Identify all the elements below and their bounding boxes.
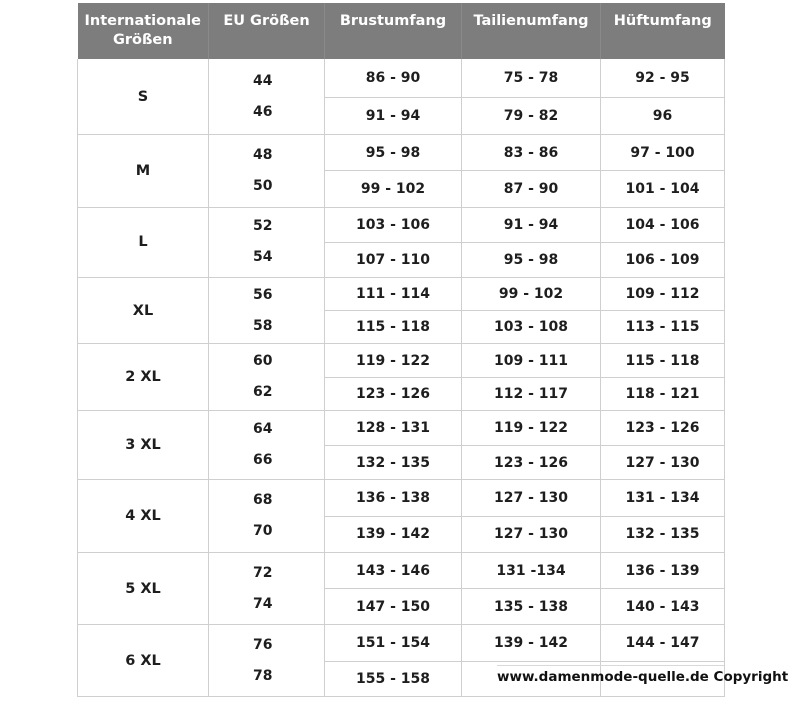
eu-size-value: 66 [253,452,273,469]
waist-cell: 139 - 142 [462,625,601,661]
chest-cell: 119 - 122 [325,344,462,377]
international-size-cell: M [78,135,209,208]
hip-cell: 136 - 139 [601,552,725,588]
chest-cell: 155 - 158 [325,661,462,696]
chest-cell: 86 - 90 [325,59,462,97]
waist-cell: 112 - 117 [462,377,601,410]
eu-size-cell [209,135,325,208]
eu-size-value: 72 [253,564,273,581]
international-size-cell: 5 XL [78,552,209,625]
eu-size-value: 60 [253,353,273,370]
waist-cell: 119 - 122 [462,410,601,445]
chest-cell: 123 - 126 [325,377,462,410]
size-chart-table [77,3,725,697]
waist-cell: 75 - 78 [462,59,601,97]
chest-cell: 99 - 102 [325,171,462,207]
chest-cell: 143 - 146 [325,552,462,588]
table-row [78,480,725,516]
chest-cell: 151 - 154 [325,625,462,661]
waist-cell: 127 - 130 [462,516,601,552]
waist-cell: 131 -134 [462,552,601,588]
hip-cell: 127 - 130 [601,446,725,480]
waist-cell: 127 - 130 [462,480,601,516]
chest-cell: 107 - 110 [325,242,462,277]
hip-cell: 96 [601,97,725,134]
hip-cell: 92 - 95 [601,59,725,97]
chest-cell: 132 - 135 [325,446,462,480]
waist-cell: 103 - 108 [462,311,601,344]
international-size-cell: 2 XL [78,344,209,410]
waist-cell: 79 - 82 [462,97,601,134]
hip-cell: 115 - 118 [601,344,725,377]
hip-cell: 131 - 134 [601,480,725,516]
eu-size-cell [209,552,325,625]
international-size-cell: 4 XL [78,480,209,553]
table-body [78,59,725,697]
international-size-cell: 3 XL [78,410,209,479]
table-row [78,552,725,588]
hip-cell: 118 - 121 [601,377,725,410]
eu-size-cell [209,207,325,277]
eu-size-value: 46 [253,103,273,120]
header-international-sizes: Internationale Größen [78,3,209,59]
hip-cell: 123 - 126 [601,410,725,445]
eu-size-value: 78 [253,667,273,684]
eu-size-cell [209,410,325,479]
hip-cell: 106 - 109 [601,242,725,277]
international-size-cell: S [78,59,209,135]
hip-cell: 101 - 104 [601,171,725,207]
table-row [78,625,725,661]
chest-cell: 95 - 98 [325,135,462,171]
table-row [78,344,725,377]
eu-size-value: 56 [253,286,273,303]
eu-size-value: 44 [253,72,273,89]
table-row [78,207,725,242]
waist-cell: 95 - 98 [462,242,601,277]
eu-size-value: 68 [253,492,273,509]
eu-size-cell [209,59,325,135]
waist-cell: 109 - 111 [462,344,601,377]
header-waist: Tailienumfang [462,3,601,59]
eu-size-value: 54 [253,249,273,266]
hip-cell: 144 - 147 [601,625,725,661]
watermark-divider [497,665,724,666]
hip-cell: 132 - 135 [601,516,725,552]
international-size-cell: L [78,207,209,277]
eu-size-value: 70 [253,523,273,540]
chest-cell: 111 - 114 [325,277,462,310]
waist-cell: 83 - 86 [462,135,601,171]
chest-cell: 115 - 118 [325,311,462,344]
waist-cell: 99 - 102 [462,277,601,310]
waist-cell: 91 - 94 [462,207,601,242]
international-size-cell: XL [78,277,209,343]
eu-size-value: 52 [253,218,273,235]
chest-cell: 91 - 94 [325,97,462,134]
waist-cell: 135 - 138 [462,589,601,625]
header-chest: Brustumfang [325,3,462,59]
table-row [78,277,725,310]
eu-size-cell [209,480,325,553]
hip-cell: 140 - 143 [601,589,725,625]
eu-size-value: 74 [253,595,273,612]
hip-cell: 97 - 100 [601,135,725,171]
table-row [78,59,725,97]
header-hip: Hüftumfang [601,3,725,59]
eu-size-cell [209,625,325,697]
eu-size-value: 76 [253,636,273,653]
hip-cell: 109 - 112 [601,277,725,310]
hip-cell: 113 - 115 [601,311,725,344]
table-row [78,410,725,445]
chest-cell: 128 - 131 [325,410,462,445]
hip-cell: 104 - 106 [601,207,725,242]
header-row [78,3,725,59]
international-size-cell: 6 XL [78,625,209,697]
eu-size-value: 48 [253,146,273,163]
eu-size-cell [209,344,325,410]
eu-size-value: 50 [253,177,273,194]
chest-cell: 103 - 106 [325,207,462,242]
chest-cell: 147 - 150 [325,589,462,625]
eu-size-value: 62 [253,384,273,401]
waist-cell: 87 - 90 [462,171,601,207]
chest-cell: 136 - 138 [325,480,462,516]
chest-cell: 139 - 142 [325,516,462,552]
eu-size-cell [209,277,325,343]
copyright-watermark: www.damenmode-quelle.de Copyright [497,669,789,685]
eu-size-value: 58 [253,317,273,334]
waist-cell: 123 - 126 [462,446,601,480]
table-row [78,135,725,171]
header-eu-sizes: EU Größen [209,3,325,59]
eu-size-value: 64 [253,421,273,438]
